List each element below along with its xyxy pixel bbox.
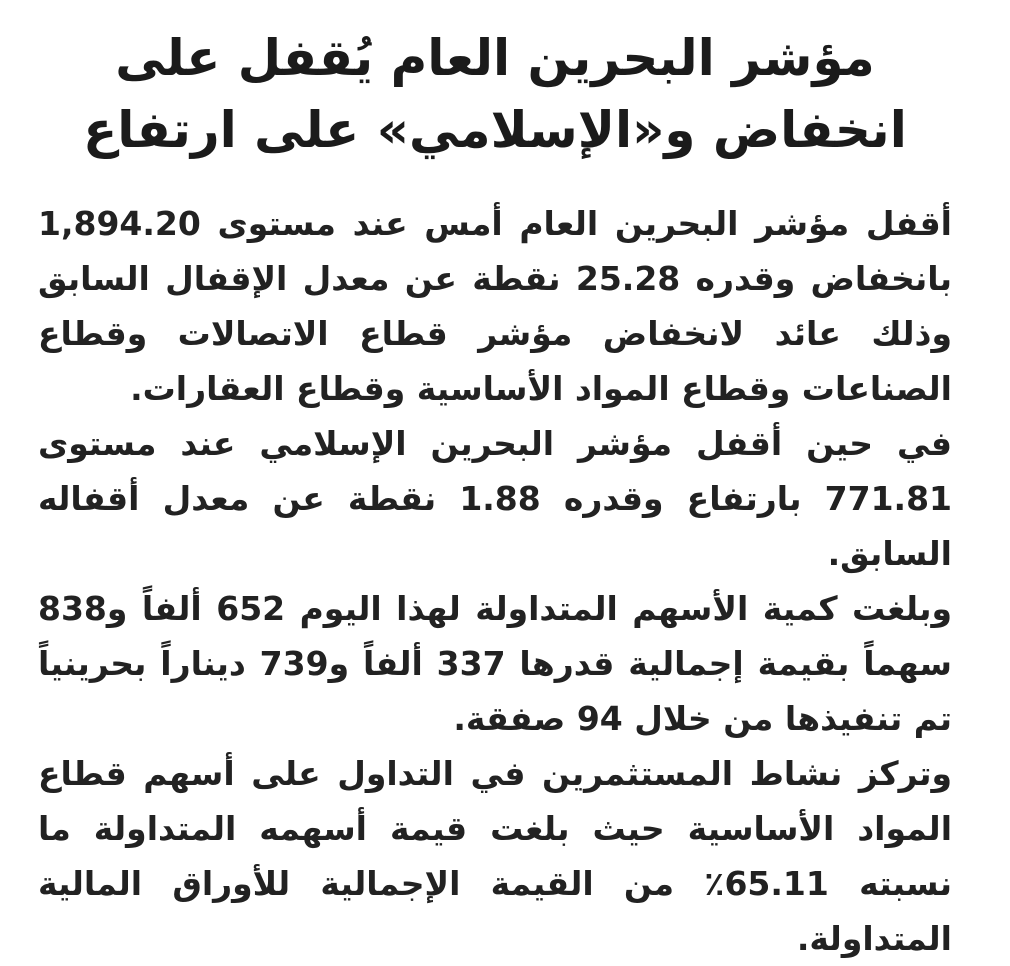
article-headline xyxy=(38,22,952,166)
paragraph-sector-activity: وتركز نشاط المستثمرين في التداول على أسهم قطاع المواد الأساسية حيث بلغت قيمة أسهمه المتداولة ما نسبته 65.11٪ من القيمة الإجمالية للأوراق المالية المتداولة. xyxy=(38,754,952,958)
paragraph-general-index: أقفل مؤشر البحرين العام أمس عند مستوى 1,894.20 بانخفاض وقدره 25.28 نقطة عن معدل الإقفال السابق وذلك عائد لانخفاض مؤشر قطاع الاتصالات وقطاع الصناعات وقطاع المواد الأساسية وقطاع العقارات. xyxy=(38,204,952,408)
headline-line-2: انخفاض و«الإسلامي» على ارتفاع xyxy=(83,101,907,159)
paragraph-islamic-index: في حين أقفل مؤشر البحرين الإسلامي عند مستوى 771.81 بارتفاع وقدره 1.88 نقطة عن معدل أقفاله السابق. xyxy=(38,424,953,573)
article-body xyxy=(38,196,952,966)
news-article xyxy=(38,22,952,966)
headline-line-1: مؤشر البحرين العام يُقفل على xyxy=(115,29,875,87)
paragraph-traded-volume: وبلغت كمية الأسهم المتداولة لهذا اليوم 652 ألفاً و838 سهماً بقيمة إجمالية قدرها 337 ألفاً و739 ديناراً بحرينياً تم تنفيذها من خلال 94 صفقة. xyxy=(38,589,952,738)
